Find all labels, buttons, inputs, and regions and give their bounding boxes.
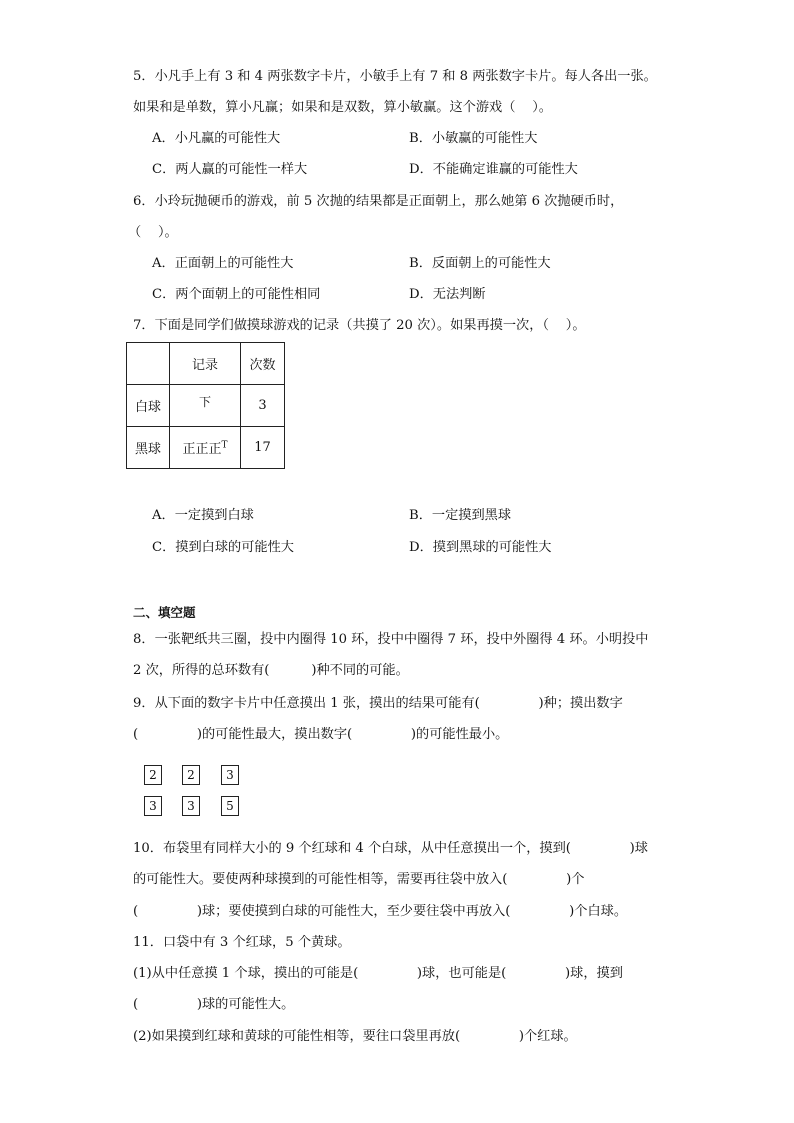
number-card: 5 — [221, 796, 239, 816]
tally-partial: T — [221, 440, 228, 451]
q8-line2: 2 次，所得的总环数有( )种不同的可能。 — [133, 663, 409, 678]
q10-line1: 10．布袋里有同样大小的 9 个红球和 4 个白球，从中任意摸出一个，摸到( )球 — [133, 841, 648, 856]
row-record-white — [170, 385, 241, 427]
q10-line3: ( )球；要使摸到白球的可能性大，至少要往袋中再放入( )个白球。 — [133, 904, 628, 919]
q5-option-a: A．小凡赢的可能性大 — [152, 131, 281, 146]
row-label-black: 黑球 — [127, 427, 170, 469]
q7-line1: 7．下面是同学们做摸球游戏的记录（共摸了 20 次）。如果再摸一次，（ ）。 — [133, 318, 586, 333]
q10-line2: 的可能性大。要使两种球摸到的可能性相等，需要再往袋中放入( )个 — [133, 872, 585, 887]
table-header-row — [127, 343, 285, 385]
q6-option-a: A．正面朝上的可能性大 — [152, 256, 294, 271]
record-table — [126, 342, 285, 469]
q8-line1: 8．一张靶纸共三圈，投中内圈得 10 环，投中中圈得 7 环，投中外圈得 4 环。小明投中 — [133, 632, 649, 647]
q7-option-a: A．一定摸到白球 — [152, 508, 254, 523]
table-row — [127, 385, 285, 427]
number-card: 3 — [182, 796, 200, 816]
table-row — [127, 427, 285, 469]
table-header-record: 记录 — [170, 343, 241, 385]
number-card: 2 — [182, 765, 200, 785]
q6-line2: （ ）。 — [128, 225, 178, 240]
number-card: 3 — [144, 796, 162, 816]
table-header-count: 次数 — [241, 343, 285, 385]
q7-option-d: D．摸到黑球的可能性大 — [409, 540, 552, 555]
q6-option-c: C．两个面朝上的可能性相同 — [152, 287, 321, 302]
row-count-white: 3 — [241, 385, 285, 427]
q5-line1: 5．小凡手上有 3 和 4 两张数字卡片，小敏手上有 7 和 8 两张数字卡片。每人各出一张。 — [133, 69, 657, 84]
q7-option-c: C．摸到白球的可能性大 — [152, 540, 294, 555]
number-card: 3 — [221, 765, 239, 785]
q5-option-d: D．不能确定谁赢的可能性大 — [409, 162, 578, 177]
q6-option-d: D．无法判断 — [409, 287, 486, 302]
q6-line1: 6．小玲玩抛硬币的游戏，前 5 次抛的结果都是正面朝上，那么她第 6 次抛硬币时， — [133, 194, 624, 209]
section-title: 二、填空题 — [133, 605, 196, 620]
q11-sub2-line1: (2)如果摸到红球和黄球的可能性相等，要往口袋里再放( )个红球。 — [133, 1029, 577, 1044]
q7-option-b: B．一定摸到黑球 — [409, 508, 512, 523]
row-count-black: 17 — [241, 427, 285, 469]
q5-option-b: B．小敏赢的可能性大 — [409, 131, 538, 146]
table-header-empty — [127, 343, 170, 385]
q9-line2: ( )的可能性最大，摸出数字( )的可能性最小。 — [133, 727, 509, 742]
q9-line1: 9．从下面的数字卡片中任意摸出 1 张，摸出的结果可能有( )种；摸出数字 — [133, 696, 623, 711]
row-label-white: 白球 — [127, 385, 170, 427]
tally-mark: 下 — [198, 395, 211, 409]
number-card: 2 — [144, 765, 162, 785]
q11-line1: 11．口袋中有 3 个红球，5 个黄球。 — [133, 935, 351, 950]
tally-marks: 正正正 — [182, 442, 222, 457]
q11-sub1-line2: ( )球的可能性大。 — [133, 997, 295, 1012]
q5-option-c: C．两人赢的可能性一样大 — [152, 162, 308, 177]
q6-option-b: B．反面朝上的可能性大 — [409, 256, 551, 271]
row-record-black — [170, 427, 241, 469]
q11-sub1-line1: (1)从中任意摸 1 个球，摸出的可能是( )球，也可能是( )球，摸到 — [133, 966, 623, 981]
q5-line2: 如果和是单数，算小凡赢；如果和是双数，算小敏赢。这个游戏（ ）。 — [133, 100, 552, 115]
